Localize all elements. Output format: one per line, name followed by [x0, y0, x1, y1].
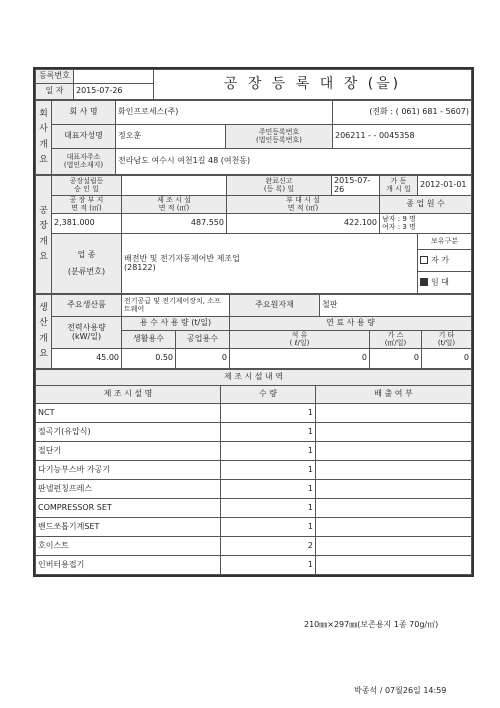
production-table — [35, 294, 472, 369]
material-value: 철판 — [320, 295, 472, 317]
company-table — [35, 100, 472, 175]
facility-emission — [316, 499, 472, 518]
facility-row — [36, 404, 472, 423]
start-value: 2012-01-01 — [418, 176, 472, 196]
company-name-value: 화인프로세스(주) — [116, 101, 333, 125]
approval-label: 공장설립등 승 인 일 — [52, 176, 122, 196]
ownership-self: 자 가 — [418, 250, 472, 272]
regno-value: 206211 - - 0045358 — [333, 125, 472, 149]
rep-value: 정오훈 — [116, 125, 226, 149]
material-label: 주요원자재 — [230, 295, 320, 317]
regno-label: 주민등록번호 (법인등록번호) — [226, 125, 333, 149]
facility-name: 절곡기(유압식) — [36, 423, 221, 442]
address-label: 대표자주소 (법인소재지) — [52, 149, 116, 175]
company-section-label: 회 사 개 요 — [36, 101, 52, 175]
approval-value — [122, 176, 227, 196]
ownership-label: 보유구분 — [418, 234, 472, 250]
employee-label: 종 업 원 수 — [380, 196, 472, 214]
completion-value: 2015-07-26 — [332, 176, 380, 196]
start-label: 가 동 개 시 일 — [380, 176, 418, 196]
facility-qty: 1 — [221, 442, 316, 461]
facility-name: 절단기 — [36, 442, 221, 461]
signature-stamp: 박종석 / 07월26일 14:59 — [354, 686, 447, 695]
facility-row — [36, 461, 472, 480]
site-area-label: 공 장 부 지 면 적 (㎡) — [52, 196, 122, 214]
facility-row — [36, 537, 472, 556]
reg-no-value — [74, 70, 154, 84]
facility-name: 밴드쏘톱기계SET — [36, 518, 221, 537]
facility-emission — [316, 461, 472, 480]
mfg-area-label: 제 조 시 설 면 적 (㎡) — [122, 196, 227, 214]
product-label: 주요생산품 — [52, 295, 122, 317]
facility-row — [36, 499, 472, 518]
company-phone: (전화 : ( 061) 681 - 5607) — [333, 101, 472, 125]
facility-name: 호이스트 — [36, 537, 221, 556]
facility-emission — [316, 480, 472, 499]
domestic-water-value: 0.50 — [122, 349, 176, 369]
oil-value: 0 — [230, 349, 370, 369]
reg-no-label: 등록번호 — [36, 70, 74, 84]
gas-value: 0 — [370, 349, 422, 369]
ownership-lease: 임 대 — [418, 272, 472, 294]
address-value: 전라남도 여수시 여천1길 48 (여천동) — [116, 149, 472, 175]
paper-size-note: 210㎜×297㎜(보존용지 1종 70g/㎡) — [304, 620, 439, 629]
checkbox-filled-icon — [420, 278, 428, 286]
domestic-water-label: 생활용수 — [122, 331, 176, 349]
facility-qty: 1 — [221, 556, 316, 575]
facility-name: NCT — [36, 404, 221, 423]
facility-qty: 1 — [221, 480, 316, 499]
facility-name-header: 제 조 시 설 명 — [36, 386, 221, 404]
oil-label: 석 유 ( ℓ/일) — [230, 331, 370, 349]
facility-emission — [316, 404, 472, 423]
factory-section-label: 공 장 개 요 — [36, 176, 52, 294]
facility-qty: 1 — [221, 518, 316, 537]
water-label: 용 수 사 용 량 (t/일) — [122, 317, 230, 331]
employee-value: 남자 : 9 명 여자 : 3 명 — [380, 214, 472, 234]
power-value: 45.00 — [52, 349, 122, 369]
fuel-label: 연 료 사 용 량 — [230, 317, 472, 331]
production-section-label: 생 산 개 요 — [36, 295, 52, 369]
checkbox-empty-icon — [420, 256, 428, 264]
facility-row — [36, 423, 472, 442]
date-label: 일 자 — [36, 84, 74, 100]
facility-qty: 1 — [221, 404, 316, 423]
industrial-water-value: 0 — [176, 349, 230, 369]
company-name-label: 회 사 명 — [52, 101, 116, 125]
facility-row — [36, 556, 472, 575]
facility-name: COMPRESSOR SET — [36, 499, 221, 518]
facility-name: 다기능부스바 가공기 — [36, 461, 221, 480]
aux-area-value: 422.100 — [227, 214, 380, 234]
header-table — [35, 69, 472, 100]
factory-table — [35, 175, 472, 294]
facility-qty: 1 — [221, 461, 316, 480]
industry-label: 업 종 (분류번호) — [52, 234, 122, 294]
facility-emission — [316, 442, 472, 461]
facility-qty: 2 — [221, 537, 316, 556]
other-fuel-label: 기 타 (t/일) — [422, 331, 472, 349]
registration-form — [33, 67, 474, 577]
facility-emission — [316, 518, 472, 537]
facility-rows — [36, 404, 472, 575]
site-area-value: 2,381.000 — [52, 214, 122, 234]
product-value: 전기공급 및 전기제어장치, 소프 트웨어 — [122, 295, 230, 317]
facilities-section-title: 제 조 시 설 내 역 — [36, 370, 472, 386]
facility-name: 인버터용접기 — [36, 556, 221, 575]
facility-qty: 1 — [221, 423, 316, 442]
facilities-table — [35, 369, 472, 575]
completion-label: 완료신고 (등 록) 일 — [227, 176, 332, 196]
facility-row — [36, 480, 472, 499]
date-value: 2015-07-26 — [74, 84, 154, 100]
mfg-area-value: 487.550 — [122, 214, 227, 234]
form-title: 공 장 등 록 대 장 (을) — [154, 70, 472, 100]
industry-value: 배전반 및 전기자동제어반 제조업 (28122) — [122, 234, 418, 294]
rep-label: 대표자성명 — [52, 125, 116, 149]
facility-qty-header: 수 량 — [221, 386, 316, 404]
facility-name: 판넬펀칭프레스 — [36, 480, 221, 499]
facility-emission — [316, 423, 472, 442]
aux-area-label: 부 대 시 설 면 적 (㎡) — [227, 196, 380, 214]
facility-row — [36, 518, 472, 537]
other-fuel-value: 0 — [422, 349, 472, 369]
power-label: 전력사용량 (kW/일) — [52, 317, 122, 349]
facility-emission — [316, 537, 472, 556]
industrial-water-label: 공업용수 — [176, 331, 230, 349]
facility-row — [36, 442, 472, 461]
facility-emission — [316, 556, 472, 575]
gas-label: 가 스 (㎥/일) — [370, 331, 422, 349]
facility-qty: 1 — [221, 499, 316, 518]
facility-emission-header: 배 출 여 부 — [316, 386, 472, 404]
